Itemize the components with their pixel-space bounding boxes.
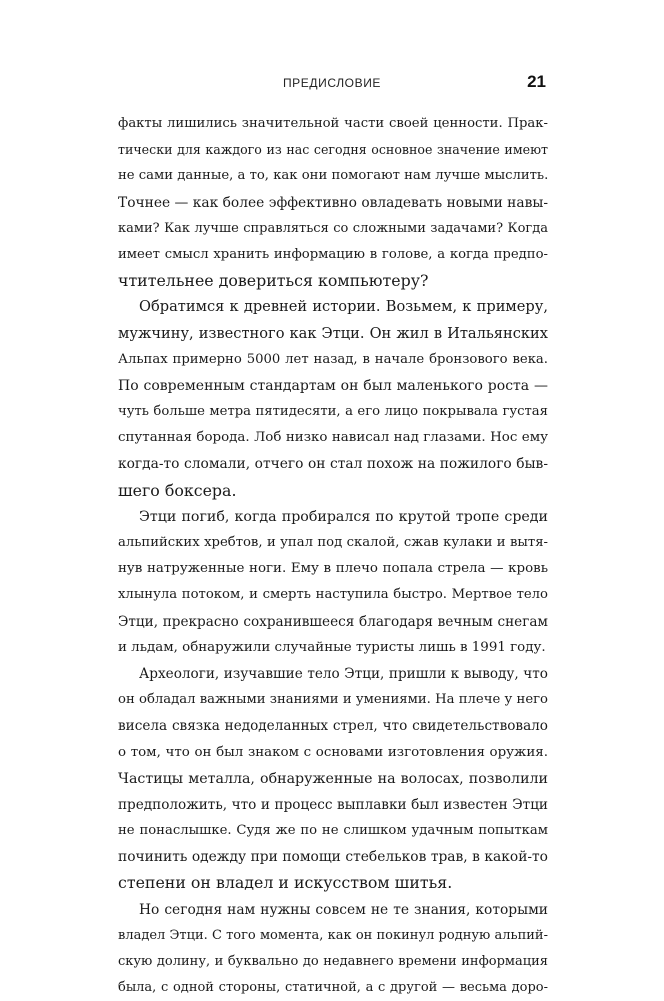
text-line: Частицы металла, обнаруженные на волосах, позволили xyxy=(118,770,548,787)
text-line: факты лишились значительной части своей ценности. Прак- xyxy=(118,116,548,131)
running-header xyxy=(118,72,546,96)
text-line: владел Этци. С того момента, как он покинул родную альпий- xyxy=(118,927,548,943)
text-line: скую долину, и буквально до недавнего времени информация xyxy=(118,954,548,969)
text-line: хлынула потоком, и смерть наступила быстро. Мертвое тело xyxy=(118,587,548,603)
text-line: Этци погиб, когда пробирался по крутой тропе среди xyxy=(139,508,548,525)
text-line: Этци, прекрасно сохранившееся благодаря вечным снегам xyxy=(118,613,548,630)
text-line: Археологи, изучавшие тело Этци, пришли к выводу, что xyxy=(139,665,548,682)
text-line: чтительнее довериться компьютеру? xyxy=(118,271,429,291)
text-line: ками? Как лучше справляться со сложными задачами? Когда xyxy=(118,220,548,236)
text-line: когда-то сломали, отчего он стал похож на пожилого быв- xyxy=(118,456,548,473)
text-line: чуть больше метра пятидесяти, а его лицо покрывала густая xyxy=(118,404,548,420)
page-number: 21 xyxy=(527,72,546,91)
text-line: альпийских хребтов, и упал под скалой, сжав кулаки и вытя- xyxy=(118,535,548,550)
text-line: шего боксера. xyxy=(118,480,237,500)
text-line: Альпах примерно 5000 лет назад, в начале бронзового века. xyxy=(118,351,548,367)
text-line: о том, что он был знаком с основами изготовления оружия. xyxy=(118,744,548,760)
text-line: степени он владел и искусством шитья. xyxy=(118,873,453,893)
text-line: не сами данные, а то, как они помогают нам лучше мыслить. xyxy=(118,168,549,184)
running-title: ПРЕДИСЛОВИЕ xyxy=(282,76,382,90)
text-line: имеет смысл хранить информацию в голове, а когда предпо- xyxy=(118,246,548,262)
text-line: Но сегодня нам нужны совсем не те знания, которыми xyxy=(139,901,548,918)
text-line: была, с одной стороны, статичной, а с другой — весьма доро- xyxy=(118,980,548,996)
text-line: починить одежду при помощи стебельков трав, в какой-то xyxy=(118,849,548,866)
text-line: нув натруженные ноги. Ему в плечо попала стрела — кровь xyxy=(118,561,548,577)
text-line: мужчину, известного как Этци. Он жил в Итальянских xyxy=(118,324,548,342)
text-line: предположить, что и процесс выплавки был известен Этци xyxy=(118,796,548,813)
text-line: и льдам, обнаружили случайные туристы лишь в 1991 году. xyxy=(118,639,546,655)
text-line: По современным стандартам он был маленького роста — xyxy=(118,377,548,394)
text-line: он обладал важными знаниями и умениями. На плече у него xyxy=(118,692,548,708)
body-text xyxy=(118,111,548,1001)
text-line: тически для каждого из нас сегодня основное значение имеют xyxy=(118,142,548,158)
text-line: спутанная борода. Лоб низко нависал над глазами. Нос ему xyxy=(118,430,548,446)
text-line: Обратимся к древней истории. Возьмем, к примеру, xyxy=(139,298,548,316)
text-line: Точнее — как более эффективно овладевать новыми навы- xyxy=(118,194,548,211)
text-line: висела связка недоделанных стрел, что свидетельствовало xyxy=(118,718,548,735)
text-line: не понаслышке. Судя же по не слишком удачным попыткам xyxy=(118,823,548,839)
